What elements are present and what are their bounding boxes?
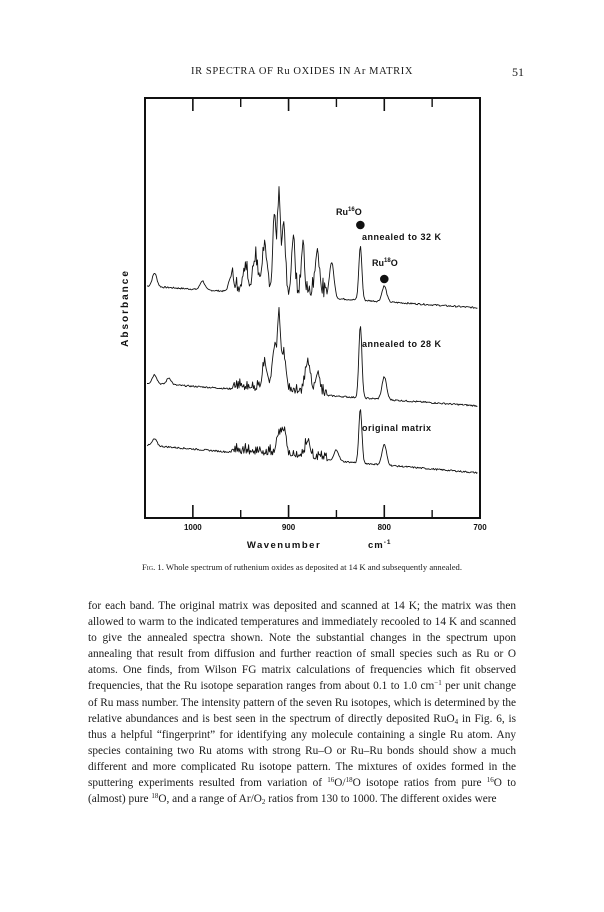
- spectrum-chart: [100, 90, 500, 551]
- body-text-part: per unit change of Ru mass number. The intensity pattern of the seven Ru isotopes, which is determined by the relative abundances and is best seen in the spectrum of directly deposited RuO: [88, 680, 516, 725]
- body-superscript: 18: [345, 776, 353, 785]
- body-paragraph: [88, 598, 516, 807]
- body-superscript: 18: [151, 792, 159, 801]
- page-number: 51: [512, 65, 524, 79]
- body-text-part: O/: [334, 777, 346, 790]
- body-text-part: ratios from 130 to 1000. The different oxides were: [265, 793, 497, 806]
- spectrum-trace: [147, 410, 477, 474]
- tick-labels: [184, 523, 487, 532]
- x-tick-label: 1000: [183, 523, 202, 532]
- figure-caption: [0, 562, 604, 572]
- plot-frame: [145, 98, 480, 518]
- spectrum-trace: [147, 307, 477, 406]
- running-title: IR SPECTRA OF Ru OXIDES IN Ar MATRIX: [191, 66, 413, 77]
- x-axis-label: Wavenumber: [246, 540, 322, 551]
- body-text-part: for each band. The original matrix was deposited and scanned at 14 K; the matrix was then allowed to warm to the indicated temperatures and immediately recooled to 14 K and scanned to give the annealed spectra shown. Note the substantial changes in the spectrum upon annealing that result from diffusion and further reaction of small species such as Ru or O atoms. One finds, from Wilson FG matrix calculations of frequencies which fit observed frequencies, that the Ru isotope separation ranges from about 0.1 to 1.0 cm: [88, 600, 516, 693]
- isotope-marker: [380, 275, 389, 284]
- bottom-ticks: [145, 505, 480, 518]
- body-text-part: O isotope ratios from pure: [352, 777, 487, 790]
- body-text-part: O to (almost) pure: [88, 777, 517, 806]
- body-superscript: 16: [486, 776, 494, 785]
- body-subscript: 2: [261, 798, 266, 807]
- spectrum-figure: [100, 90, 500, 551]
- figure-caption-text: Whole spectrum of ruthenium oxides as deposited at 14 K and subsequently annealed.: [163, 562, 463, 572]
- body-superscript: −1: [434, 679, 442, 688]
- top-ticks: [145, 98, 480, 111]
- spectrum-trace: [147, 187, 477, 309]
- body-subscript: 4: [454, 717, 459, 726]
- x-tick-label: 800: [377, 523, 391, 532]
- annotation-ru16o: Ru$^{16}$O: [336, 207, 362, 217]
- body-text-part: O, and a range of Ar/O: [158, 793, 262, 806]
- isotope-marker: [356, 221, 365, 230]
- figure-caption-label: Fig. 1.: [141, 562, 164, 572]
- x-tick-label: 900: [281, 523, 296, 532]
- annotation-ru18o: Ru$^{18}$O: [372, 258, 398, 268]
- x-axis-unit: $cm^{-1}$: [368, 539, 392, 551]
- x-tick-label: 700: [473, 523, 487, 532]
- series-label: annealed to 28 K: [362, 339, 442, 349]
- running-head: [0, 66, 604, 82]
- body-superscript: 16: [327, 776, 335, 785]
- series-label: original matrix: [362, 423, 432, 433]
- y-axis-label: Absorbance: [120, 269, 131, 347]
- body-text-part: in Fig. 6, is thus a helpful “fingerprint” for identifying any molecule containing a single Ru atom. Any species containing two Ru atoms with strong Ru–O or Ru–Ru bonds should show a much different and more complicated Ru isotope pattern. The mixtures of oxides formed in the sputtering experiments resulted from variation of: [88, 712, 516, 790]
- series-label: annealed to 32 K: [362, 232, 442, 242]
